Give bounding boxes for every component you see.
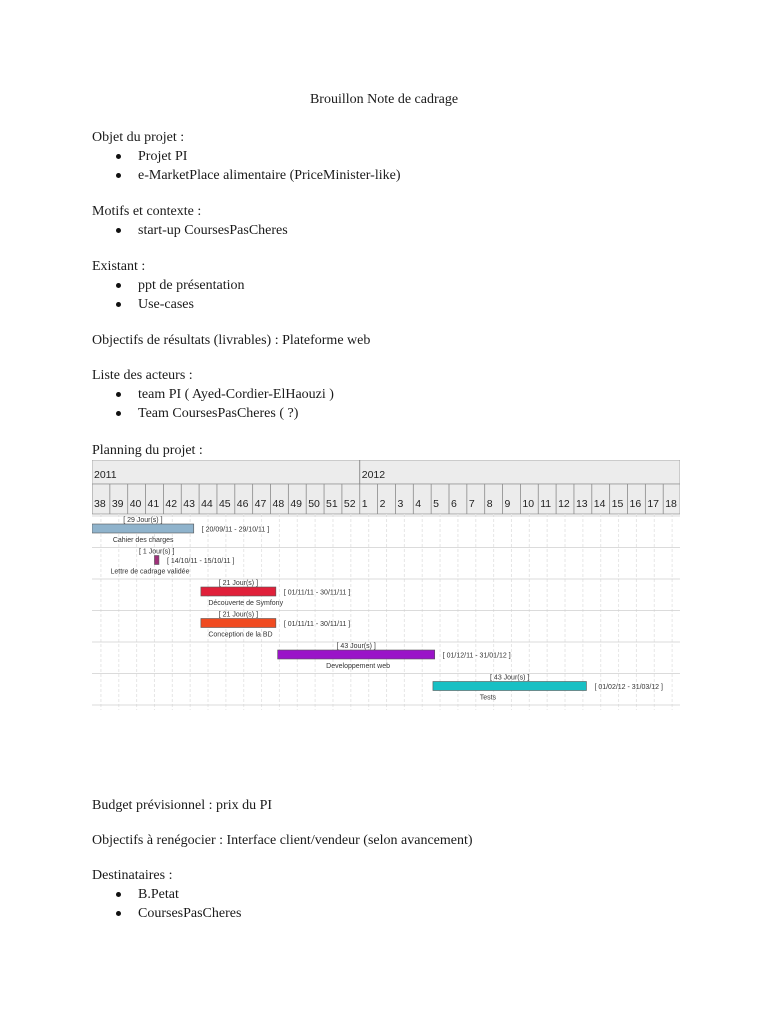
gantt-week-label: 1	[361, 498, 368, 510]
document-title: Brouillon Note de cadrage	[309, 92, 459, 107]
list-item: Projet PI	[92, 147, 401, 166]
gantt-task-name: Conception de la BD	[208, 631, 273, 639]
gantt-task-dates: [ 01/11/11 - 30/11/11 ]	[283, 589, 351, 597]
list-item: ppt de présentation	[92, 276, 245, 295]
gantt-task-duration: [ 29 Jour(s) ]	[123, 517, 163, 524]
gantt-week-label: 49	[290, 498, 303, 510]
destinataires-label: Destinataires :	[92, 868, 173, 883]
gantt-week-label: 48	[272, 498, 285, 510]
gantt-week-label: 47	[254, 498, 267, 510]
section-objet	[92, 128, 401, 185]
list-item: start-up CoursesPasCheres	[92, 221, 288, 240]
gantt-task-duration: [ 21 Jour(s) ]	[218, 580, 259, 587]
gantt-week-label: 51	[326, 498, 338, 510]
gantt-chart	[92, 460, 680, 710]
list-item: CoursesPasCheres	[92, 904, 241, 923]
gantt-week-label: 6	[451, 498, 457, 510]
gantt-task-duration: [ 1 Jour(s) ]	[139, 548, 175, 556]
gantt-week-label: 8	[486, 498, 493, 510]
gantt-task-duration: [ 43 Jour(s) ]	[490, 674, 530, 682]
budget-line: Budget prévisionnel : prix du PI	[92, 798, 273, 813]
section-destinataires	[92, 866, 241, 923]
gantt-week-label: 7	[468, 498, 475, 510]
gantt-year-label: 2012	[361, 469, 386, 481]
motifs-label: Motifs et contexte :	[92, 204, 202, 219]
list-item: Use-cases	[92, 295, 245, 314]
gantt-task-bar	[201, 587, 276, 596]
gantt-task-name: Lettre de cadrage validée	[110, 568, 190, 576]
gantt-task-duration: [ 21 Jour(s) ]	[218, 611, 259, 619]
gantt-week-label: 45	[218, 498, 231, 510]
gantt-task-name: Cahier des charges	[112, 537, 174, 544]
gantt-week-label: 44	[201, 498, 213, 510]
gantt-week-label: 39	[111, 498, 124, 510]
list-item: Team CoursesPasCheres ( ?)	[92, 404, 334, 423]
renegocier-line: Objectifs à renégocier : Interface client/vendeur (selon avancement)	[92, 833, 473, 848]
gantt-week-label: 12	[558, 498, 570, 510]
gantt-task-dates: [ 20/09/11 - 29/10/11 ]	[201, 526, 270, 534]
gantt-week-label: 17	[647, 498, 660, 510]
gantt-task-bar	[154, 556, 158, 565]
section-existant	[92, 257, 245, 314]
gantt-week-label: 3	[397, 498, 404, 510]
planning-label: Planning du projet :	[92, 443, 203, 458]
existant-label: Existant :	[92, 259, 146, 274]
section-motifs	[92, 202, 288, 240]
gantt-week-label: 41	[147, 498, 160, 510]
list-item: e-MarketPlace alimentaire (PriceMinister-like)	[92, 166, 401, 185]
gantt-week-label: 38	[94, 498, 106, 510]
gantt-task-bar	[201, 619, 276, 628]
gantt-week-label: 5	[433, 498, 439, 510]
gantt-week-label: 16	[629, 498, 642, 510]
gantt-week-label: 9	[504, 498, 511, 510]
list-item: team PI ( Ayed-Cordier-ElHaouzi )	[92, 385, 334, 404]
gantt-week-label: 52	[343, 498, 356, 510]
gantt-year-label: 2011	[94, 469, 117, 481]
gantt-week-label: 2	[379, 498, 386, 510]
gantt-week-label: 4	[415, 498, 422, 510]
section-acteurs	[92, 366, 334, 423]
list-item: B.Petat	[92, 885, 241, 904]
gantt-week-label: 11	[540, 498, 552, 510]
gantt-task-name: Developpement web	[326, 663, 391, 670]
gantt-task-bar	[433, 682, 587, 691]
gantt-task-bar	[92, 524, 194, 533]
gantt-week-label: 18	[665, 498, 677, 510]
gantt-week-label: 46	[236, 498, 249, 510]
gantt-task-name: Découverte de Symfony	[208, 600, 284, 607]
gantt-week-label: 15	[611, 498, 624, 510]
gantt-week-label: 50	[308, 498, 320, 510]
gantt-task-dates: [ 01/02/12 - 31/03/12 ]	[594, 684, 663, 691]
objet-label: Objet du projet :	[92, 130, 185, 145]
gantt-task-duration: [ 43 Jour(s) ]	[336, 643, 376, 650]
gantt-year-band	[92, 460, 680, 484]
gantt-task-bar	[278, 650, 435, 659]
gantt-week-label: 13	[575, 498, 588, 510]
gantt-task-dates: [ 01/11/11 - 30/11/11 ]	[283, 621, 351, 628]
gantt-task-dates: [ 14/10/11 - 15/10/11 ]	[166, 558, 235, 565]
gantt-task-dates: [ 01/12/11 - 31/01/12 ]	[442, 652, 511, 660]
gantt-week-label: 42	[165, 498, 178, 510]
objectifs-line: Objectifs de résultats (livrables) : Plateforme web	[92, 333, 371, 348]
gantt-week-label: 10	[522, 498, 535, 510]
gantt-week-label: 14	[593, 498, 606, 510]
gantt-task-name: Tests	[479, 694, 497, 702]
gantt-week-label: 40	[129, 498, 142, 510]
acteurs-label: Liste des acteurs :	[92, 368, 193, 383]
gantt-week-label: 43	[183, 498, 195, 510]
